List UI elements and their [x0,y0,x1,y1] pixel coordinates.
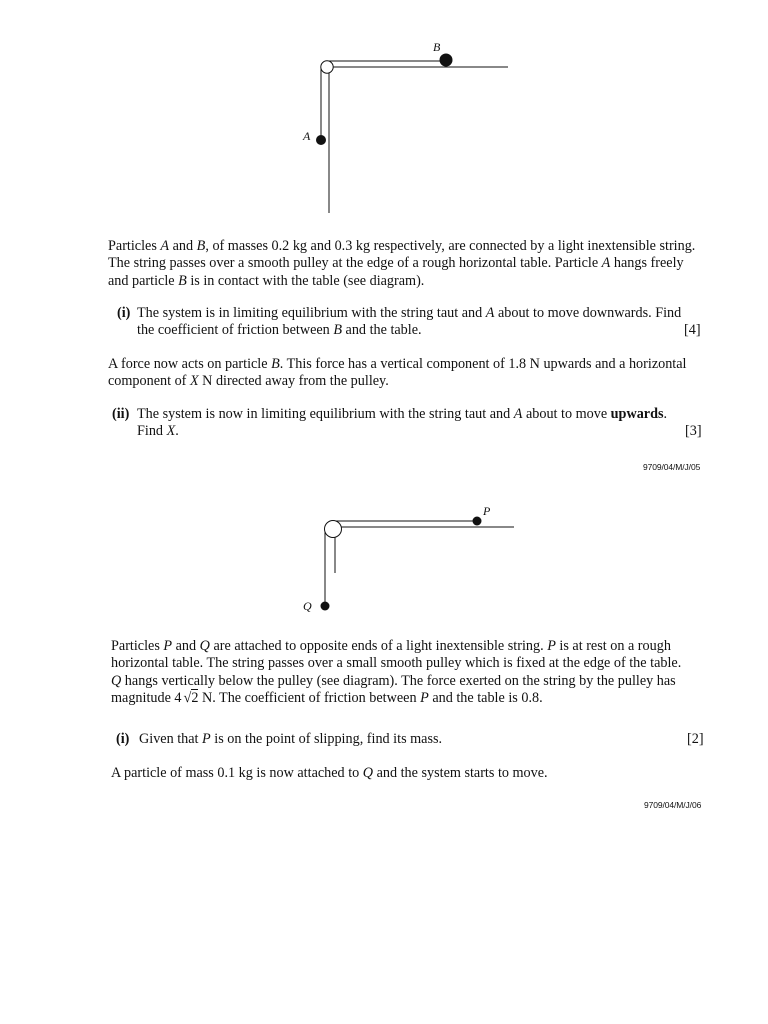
label-a: A [303,129,311,143]
diagram-2 [290,500,520,620]
pulley [321,61,333,73]
problem1-intro-line3: and particle B is in contact with the table (see diagram). [108,272,425,289]
problem2-intro [111,638,711,708]
problem1-part-i-label: (i) [117,305,131,321]
problem2-part-i-label: (i) [116,731,130,747]
sqrt-symbol: √ [183,690,192,707]
problem1-intro [108,238,708,290]
particle-q [321,602,330,611]
problem1-part-i-marks: [4] [684,322,701,338]
problem1-force: A force now acts on particle B. This force has a vertical component of 1.8 N upwards and a horizontal component of X N directed away from the pulley. [108,356,687,390]
problem1-intro-line2: The string passes over a smooth pulley at the edge of a rough horizontal table. Particle A hangs freely [108,255,684,272]
problem2-part-i-marks: [2] [687,731,704,747]
particle-p [473,517,482,526]
problem1-part-ii-marks: [3] [685,423,702,439]
problem2-intro-line3: Q hangs vertically below the pulley (see diagram). The force exerted on the string by the pulley has [111,672,676,689]
label-b: B [433,40,441,54]
problem2-part-i: Given that P is on the point of slipping, find its mass. [139,731,443,747]
problem1-reference: 9709/04/M/J/05 [643,462,701,472]
label-p: P [483,504,491,518]
problem1-part-ii-label: (ii) [112,406,130,422]
particle-a [316,135,326,145]
problem1-part-i: The system is in limiting equilibrium with the string taut and A about to move downwards. Find the coefficient of friction between B and the table. [137,305,682,339]
problem2-intro-line2: horizontal table. The string passes over a small smooth pulley which is fixed at the edge of the table. [111,655,682,672]
diagram-1 [290,36,520,218]
particle-b [440,54,453,67]
label-q: Q [303,599,312,613]
problem1-part-ii: The system is now in limiting equilibrium with the string taut and A about to move upwards. Find X. [137,406,668,440]
problem2-after: A particle of mass 0.1 kg is now attached to Q and the system starts to move. [111,765,548,781]
pulley [325,521,342,538]
problem2-intro-line1: Particles P and Q are attached to opposite ends of a light inextensible string. P is at rest on a rough [111,638,671,654]
problem2-reference: 9709/04/M/J/06 [644,800,702,810]
problem1-intro-line1: Particles A and B, of masses 0.2 kg and 0.3 kg respectively, are connected by a light inextensible string. [108,238,696,254]
problem2-intro-line4: magnitude 4 √2 N. The coefficient of friction between P and the table is 0.8. [111,690,543,707]
